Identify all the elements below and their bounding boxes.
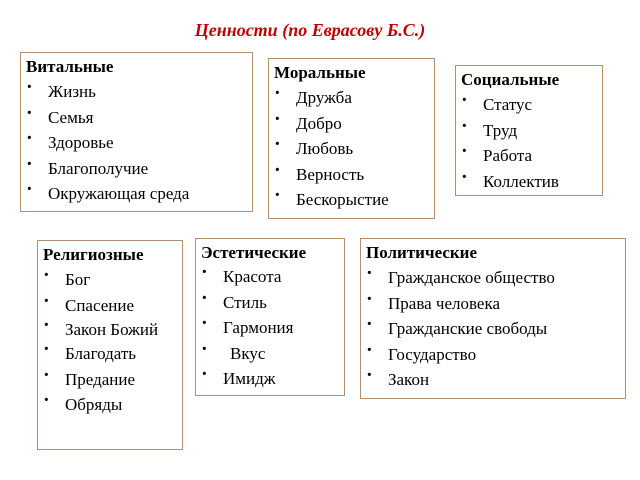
religious-list <box>43 267 176 418</box>
list-item: · Гражданское общество <box>366 265 619 291</box>
list-item: · Жизнь <box>26 79 246 105</box>
vital-values-box <box>20 52 253 212</box>
list-item: · Любовь <box>274 136 428 162</box>
religious-heading: Религиозные <box>43 245 144 264</box>
moral-values-box <box>268 58 435 219</box>
list-item: · Благополучие <box>26 156 246 182</box>
list-item: · Имидж <box>201 366 338 392</box>
social-list <box>461 92 596 194</box>
list-item: · Работа <box>461 143 596 169</box>
list-item: · Благодать <box>43 341 176 367</box>
list-item: · Гармония <box>201 315 338 341</box>
list-item: · Бескорыстие <box>274 187 428 213</box>
list-item: · Верность <box>274 162 428 188</box>
moral-heading: Моральные <box>274 63 366 82</box>
list-item: · Спасение <box>43 293 176 319</box>
aesthetic-list <box>201 264 338 392</box>
social-heading: Социальные <box>461 70 560 89</box>
list-item: · Здоровье <box>26 130 246 156</box>
aesthetic-heading: Эстетические <box>201 243 307 262</box>
list-item: · Труд <box>461 118 596 144</box>
political-values-box <box>360 238 626 399</box>
list-item: · Коллектив <box>461 169 596 195</box>
list-item: · Красота <box>201 264 338 290</box>
list-item: · Семья <box>26 105 246 131</box>
list-item: · Статус <box>461 92 596 118</box>
list-item: · Предание <box>43 367 176 393</box>
vital-list <box>26 79 246 207</box>
list-item: · Закон Божий <box>43 318 176 341</box>
list-item: · Добро <box>274 111 428 137</box>
list-item: · Стиль <box>201 290 338 316</box>
list-item: · Дружба <box>274 85 428 111</box>
list-item: · Бог <box>43 267 176 293</box>
aesthetic-values-box <box>195 238 345 396</box>
vital-heading: Витальные <box>26 57 114 76</box>
moral-list <box>274 85 428 213</box>
list-item: · Права человека <box>366 291 619 317</box>
list-item: · Окружающая среда <box>26 181 246 207</box>
list-item: · Вкус <box>201 341 338 367</box>
list-item: · Обряды <box>43 392 176 418</box>
list-item: · Государство <box>366 342 619 368</box>
religious-values-box <box>37 240 183 450</box>
diagram-title: Ценности (по Еврасову Б.С.) <box>194 20 426 40</box>
social-values-box <box>455 65 603 196</box>
political-heading: Политические <box>366 243 477 262</box>
political-list <box>366 265 619 393</box>
list-item: · Гражданские свободы <box>366 316 619 342</box>
list-item: · Закон <box>366 367 619 393</box>
